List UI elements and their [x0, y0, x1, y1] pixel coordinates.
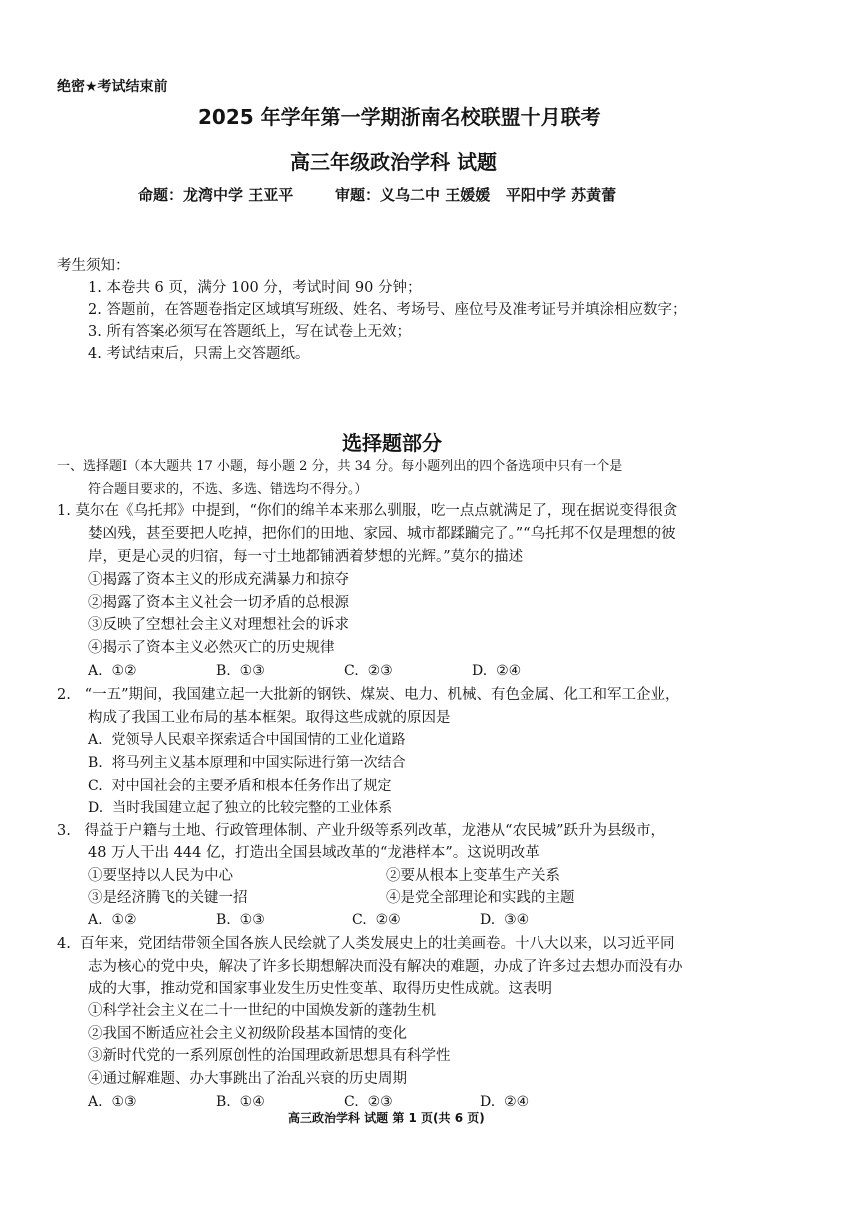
section-instruction: 一、选择题Ⅰ（本大题共 17 小题，每小题 2 分，共 34 分。每小题列出的四个备选项中只有一个是 — [57, 459, 623, 474]
notice-item: 3. 所有答案必须写在答题纸上，写在试卷上无效； — [88, 324, 411, 340]
statement-item: ②我国不断适应社会主义初级阶段基本国情的变化 — [88, 1026, 407, 1042]
notice-item: 2. 答题前，在答题卷指定区域填写班级、姓名、考场号、座位号及准考证号并填涂相应数字； — [88, 302, 687, 318]
exam-title: 2025 年学年第一学期浙南名校联盟十月联考 — [198, 105, 601, 129]
option-c[interactable]: C. 对中国社会的主要矛盾和根本任务作出了规定 — [88, 778, 392, 794]
option-c[interactable]: C. ②③ — [344, 1094, 393, 1110]
section-instruction: 符合题目要求的，不选、多选、错选均不得分。） — [88, 482, 368, 497]
question-stem: 志为核心的党中央，解决了许多长期想解决而没有解决的难题，办成了许多过去想办而没有办 — [88, 959, 683, 975]
exam-subtitle: 高三年级政治学科 试题 — [290, 150, 497, 174]
notice-heading: 考生须知： — [57, 258, 130, 274]
statement-item: ②揭露了资本主义社会一切矛盾的总根源 — [88, 595, 349, 611]
option-d[interactable]: D. ③④ — [480, 912, 530, 928]
option-d[interactable]: D. 当时我国建立起了独立的比较完整的工业体系 — [88, 800, 393, 816]
option-b[interactable]: B. 将马列主义基本原理和中国实际进行第一次结合 — [88, 755, 406, 771]
question-stem: 婪凶残，甚至要把人吃掉，把你们的田地、家园、城市都蹂躏完了。”“乌托邦不仅是理想的彼 — [88, 526, 676, 542]
question-stem: 4. 百年来，党团结带领全国各族人民绘就了人类发展史上的壮美画卷。十八大以来，以习近平同 — [57, 936, 675, 952]
option-c[interactable]: C. ②④ — [352, 912, 401, 928]
option-b[interactable]: B. ①③ — [216, 663, 265, 679]
option-a[interactable]: A. ①② — [88, 663, 137, 679]
option-a[interactable]: A. 党领导人民艰辛探索适合中国国情的工业化道路 — [88, 732, 406, 748]
statement-item: ④通过解难题、办大事跳出了治乱兴衰的历史周期 — [88, 1071, 407, 1087]
question-stem: 1. 莫尔在《乌托邦》中提到，“你们的绵羊本来那么驯服，吃一点点就满足了，现在据说变得很贪 — [57, 503, 678, 519]
option-d[interactable]: D. ②④ — [480, 1094, 530, 1110]
statement-item: ②要从根本上变革生产关系 — [386, 868, 560, 884]
authors-line: 命题：龙湾中学 王亚平 审题：义乌二中 王媛媛 平阳中学 苏黄蕾 — [138, 186, 617, 204]
question-stem: 岸，更是心灵的归宿，每一寸土地都铺洒着梦想的光辉。”莫尔的描述 — [88, 549, 524, 565]
option-b[interactable]: B. ①④ — [216, 1094, 265, 1110]
question-stem: 成的大事，推动党和国家事业发生历史性变革、取得历史性成就。这表明 — [88, 981, 552, 997]
statement-item: ④是党全部理论和实践的主题 — [386, 890, 575, 906]
statement-item: ③反映了空想社会主义对理想社会的诉求 — [88, 617, 349, 633]
statement-item: ①要坚持以人民为中心 — [88, 868, 233, 884]
question-stem: 48 万人干出 444 亿，打造出全国县域改革的“龙港样本”。这说明改革 — [88, 845, 540, 861]
question-stem: 3. 得益于户籍与土地、行政管理体制、产业升级等系列改革，龙港从“农民城”跃升为县级市， — [57, 823, 665, 839]
statement-item: ③是经济腾飞的关键一招 — [88, 890, 248, 906]
statement-item: ④揭示了资本主义必然灭亡的历史规律 — [88, 640, 335, 656]
secret-label: 绝密★考试结束前 — [57, 79, 168, 95]
question-stem: 2. “一五”期间，我国建立起一大批新的钢铁、煤炭、电力、机械、有色金属、化工和军工企业， — [57, 687, 680, 703]
statement-item: ①科学社会主义在二十一世纪的中国焕发新的蓬勃生机 — [88, 1003, 436, 1019]
question-stem: 构成了我国工业布局的基本框架。取得这些成就的原因是 — [88, 710, 451, 726]
statement-item: ③新时代党的一系列原创性的治国理政新思想具有科学性 — [88, 1048, 451, 1064]
option-b[interactable]: B. ①③ — [216, 912, 265, 928]
page-footer: 高三政治学科 试题 第 1 页(共 6 页) — [288, 1111, 485, 1125]
option-c[interactable]: C. ②③ — [344, 663, 393, 679]
statement-item: ①揭露了资本主义的形成充满暴力和掠夺 — [88, 572, 349, 588]
notice-item: 1. 本卷共 6 页，满分 100 分，考试时间 90 分钟； — [88, 280, 422, 296]
option-a[interactable]: A. ①② — [88, 912, 137, 928]
option-d[interactable]: D. ②④ — [472, 663, 522, 679]
section-title: 选择题部分 — [342, 431, 442, 455]
option-a[interactable]: A. ①③ — [88, 1094, 137, 1110]
notice-item: 4. 考试结束后，只需上交答题纸。 — [88, 346, 310, 362]
